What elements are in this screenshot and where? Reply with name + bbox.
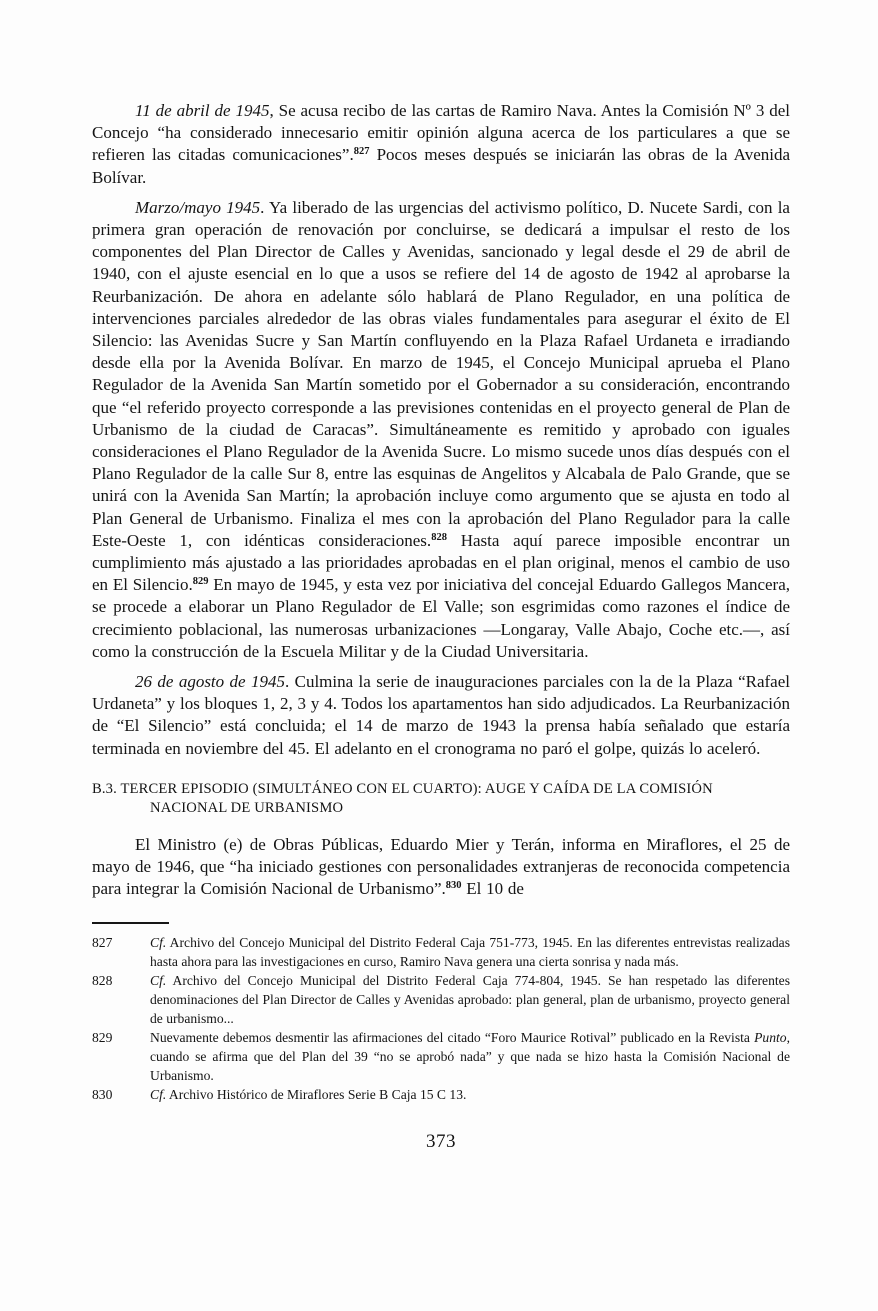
footnote-cf: Cf. (150, 934, 167, 950)
footnote-ref-827: 827 (353, 146, 370, 158)
footnote-body: Archivo del Concejo Municipal del Distrito Federal Caja 751-773, 1945. En las diferentes entrevistas realizadas hasta ahora para las investigaciones en curso, Ramiro Nava genera una cierta sonrisa y nada más. (150, 934, 790, 969)
footnote-ref-828: 828 (431, 531, 447, 543)
paragraph-lead-date: Marzo/mayo 1945 (135, 197, 261, 217)
paragraph-text: , Se acusa recibo de las cartas de Ramiro Nava. Antes la Comisión Nº 3 del Concejo “ha considerado innecesario emitir opinión alguna acerca de los particulares a que se refieren las citadas comunicaciones”. (92, 101, 790, 165)
footnote-number: 830 (92, 1087, 113, 1103)
section-heading-line2: NACIONAL DE URBANISMO (150, 800, 344, 817)
footnote-number: 827 (92, 934, 113, 950)
section-heading-b3 (92, 780, 790, 819)
footnote-body: Nuevamente debemos desmentir las afirmaciones del citado “Foro Maurice Rotival” publicado en la Revista (150, 1030, 755, 1046)
footnote-text (150, 971, 790, 1028)
paragraph-lead-date: 11 de abril de 1945 (135, 101, 270, 120)
footnote-827 (92, 933, 790, 971)
section-title: TERCER EPISODIO (SIMULTÁNEO CON EL CUARTO): AUGE Y CAÍDA DE LA COMISIÓN (120, 780, 713, 797)
footnote-ref-830: 830 (445, 880, 462, 892)
paragraph-agosto-26 (92, 671, 790, 760)
footnote-830 (92, 1085, 790, 1104)
footnote-body: , cuando se afirma que del Plan del 39 “no se aprobó nada” y que nada se hizo hasta la Comisión Nacional de Urbanismo. (150, 1030, 790, 1084)
footnote-body: Archivo Histórico de Miraflores Serie B Caja 15 C 13. (166, 1087, 467, 1103)
paragraph-text: Hasta aquí parece imposible encontrar un cumplimiento más ajustado a las prioridades aprobadas en el plan original, menos el cambio de uso en El Silencio. (92, 530, 791, 595)
footnote-828 (92, 971, 790, 1028)
footnote-cf: Cf. (150, 972, 167, 988)
text-block (92, 100, 790, 1153)
footnotes (92, 933, 790, 1105)
footnote-ref-829: 829 (192, 576, 209, 588)
paragraph-text: El 10 de (461, 879, 524, 899)
footnote-revista-punto: Punto (754, 1030, 787, 1046)
paragraph-marzo-mayo (92, 197, 790, 663)
paragraph-text: . Culmina la serie de inauguraciones parciales con la de la Plaza “Rafael Urdaneta” y los bloques 1, 2, 3 y 4. Todos los apartamentos han sido adjudicados. La Reurbanización de “El Silencio” está concluida; el 14 de marzo de 1943 la prensa había señalado que estaría terminada en noviembre del 45. El adelanto en el cronograma no paró el golpe, quizás lo aceleró. (92, 672, 790, 758)
footnote-cf: Cf. (150, 1087, 167, 1103)
footnote-text (150, 1028, 790, 1085)
paragraph-text: En mayo de 1945, y esta vez por iniciativa del concejal Eduardo Gallegos Mancera, se procede a elaborar un Plano Regulador de El Valle; son esgrimidas como razones el índice de crecimiento poblacional, las numerosas urbanizaciones —Longaray, Valle Abajo, Coche etc.—, así como la construcción de la Escuela Militar y de la Ciudad Universitaria. (92, 575, 790, 661)
section-number: B.3. (92, 780, 117, 797)
footnote-number: 829 (92, 1030, 113, 1046)
paragraph-april-11 (92, 100, 790, 189)
footnote-body: Archivo del Concejo Municipal del Distrito Federal Caja 774-804, 1945. Se han respetado las diferentes denominaciones del Plan Director de Calles y Avenidas aprobado: plan general, plan de urbanismo, proyecto general de urbanismo... (150, 972, 790, 1027)
footnote-divider (92, 922, 169, 924)
paragraph-text: Pocos meses después se iniciarán las obras de la Avenida Bolívar. (92, 145, 791, 187)
section-heading-line1 (92, 780, 790, 800)
paragraph-text: El Ministro (e) de Obras Públicas, Eduardo Mier y Terán, informa en Miraflores, el 25 de mayo de 1946, que “ha iniciado gestiones con personalidades extranjeras de reconocida competencia para integrar la Comisión Nacional de Urbanismo”. (92, 835, 790, 899)
paragraph-lead-date: 26 de agosto de 1945 (135, 672, 285, 692)
footnote-number: 828 (92, 972, 113, 988)
footnote-text (150, 933, 790, 971)
paragraph-ministro (92, 834, 790, 901)
footnote-829 (92, 1028, 790, 1085)
footnote-text (150, 1085, 790, 1104)
paragraph-text: . Ya liberado de las urgencias del activismo político, D. Nucete Sardi, con la primera gran operación de renovación por concluirse, se dedicará a impulsar el resto de los componentes del Plan Director de Calles y Avenidas, sancionado y legal desde el 29 de abril de 1940, con el ajuste esencial en lo que a usos se refiere del 14 de agosto de 1942 al aprobarse la Reurbanización. De ahora en adelante sólo hablará de Plano Regulador, en una política de intervenciones parciales alrededor de las obras viales fundamentales para asegurar el éxito de El Silencio: las Avenidas Sucre y San Martín confluyendo en la Plaza Rafael Urdaneta e irradiando desde ella por la Avenida Bolívar. En marzo de 1945, el Concejo Municipal aprueba el Plano Regulador de la Avenida San Martín sometido por el Gobernador a su consideración, encontrando que “el referido proyecto corresponde a las previsiones contenidas en el proyecto general de Plan de Urbanismo de la ciudad de Caracas”. Simultáneamente es remitido y aprobado con iguales consideraciones el Plano Regulador de la Avenida Sucre. Lo mismo sucede unos días después con el Plano Regulador de la calle Sur 8, entre las esquinas de Angelitos y Alcabala de Palo Grande, que se unirá con la Avenida San Martín; la aprobación incluye como argumento que se ajusta en todo al Plan General de Urbanismo. Finaliza el mes con la aprobación del Plano Regulador para la calle Este-Oeste 1, con idénticas consideraciones. (92, 197, 790, 550)
page-number: 373 (426, 1130, 456, 1152)
